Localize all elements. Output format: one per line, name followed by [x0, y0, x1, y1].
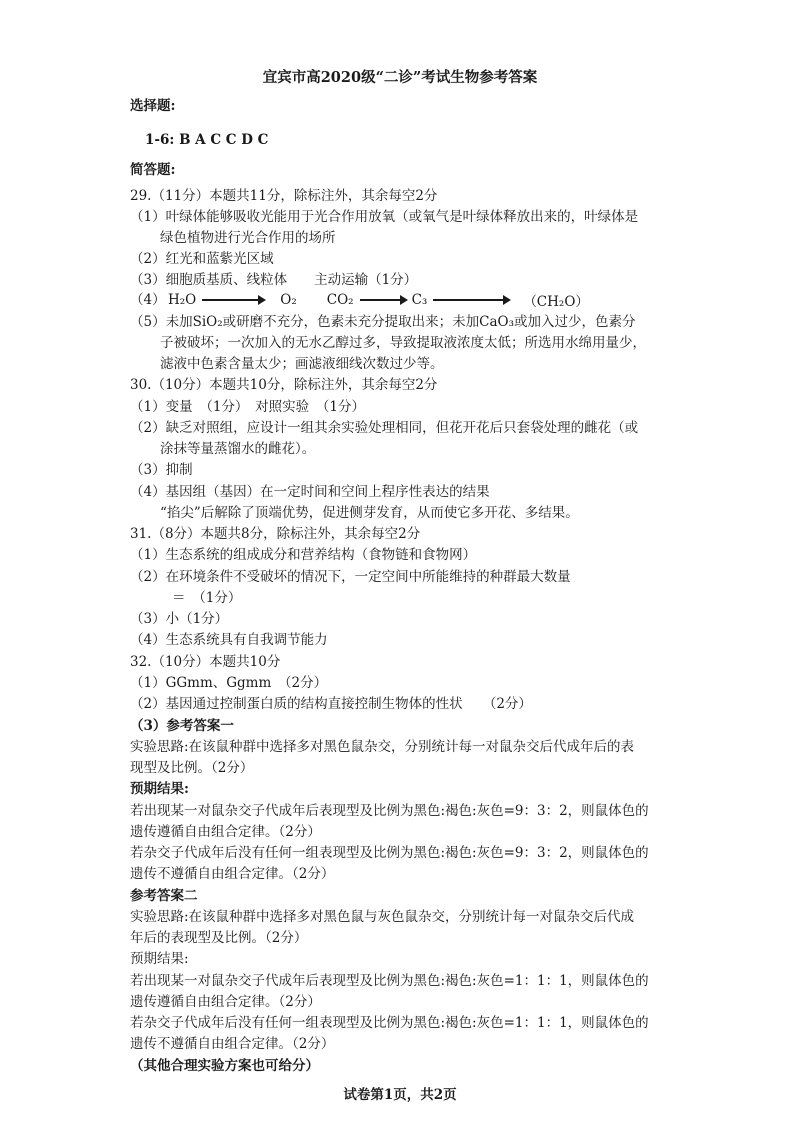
q29-answer-4-label: （4） [130, 292, 166, 308]
plan-2-result-2-line-2: 遗传不遵循自由组合定律。（2分） [130, 1036, 335, 1052]
q29-answer-1-line-2: 绿色植物进行光合作用的场所 [160, 230, 336, 246]
q30-answer-4-line-2: “掐尖”后解除了顶端优势，促进侧芽发育，从而使它多开花、多结果。 [160, 505, 579, 521]
q30-answer-3: （3）抑制 [130, 462, 193, 478]
section-choice-heading: 选择题: [130, 98, 176, 114]
plan-1-result-1-line-1: 若出现某一对鼠杂交子代成年后表现型及比例为黑色:褐色:灰色=9：3：2，则鼠体色的 [130, 803, 649, 819]
arrow-icon [360, 299, 406, 301]
plan-1-idea-line-1: 实验思路:在该鼠种群中选择多对黑色鼠杂交，分别统计每一对鼠杂交后代成年后的表 [130, 739, 635, 755]
eq-c3: C₃ [411, 292, 428, 308]
plan-1-expected-heading: 预期结果: [130, 781, 189, 797]
plan-1-result-2-line-1: 若杂交子代成年后没有任何一组表现型及比例为黑色:褐色:灰色=9：3：2，则鼠体色的 [130, 845, 649, 861]
q31-answer-1: （1）生态系统的组成成分和营养结构（食物链和食物网） [130, 547, 477, 563]
plan-2-idea-line-2: 年后的表现型及比例。（2分） [130, 930, 308, 946]
q30-heading: 30.（10分）本题共10分，除标注外，其余每空2分 [130, 377, 438, 393]
q29-answer-2: （2）红光和蓝紫光区域 [130, 251, 274, 267]
plan-2-result-2-line-1: 若杂交子代成年后没有任何一组表现型及比例为黑色:褐色:灰色=1：1：1，则鼠体色的 [130, 1015, 649, 1031]
page-footer: 试卷第1页，共2页 [343, 1087, 457, 1103]
q31-heading: 31.（8分）本题共8分，除标注外，其余每空2分 [130, 526, 421, 542]
q32-heading: 32.（10分）本题共10分 [130, 654, 281, 670]
document-title: 宜宾市高2020级“二诊”考试生物参考答案 [262, 69, 538, 86]
plan-2-result-1-line-1: 若出现某一对鼠杂交子代成年后表现型及比例为黑色:褐色:灰色=1：1：1，则鼠体色的 [130, 973, 649, 989]
q30-answer-2-line-1: （2）缺乏对照组，应设计一组其余实验处理相同，但花开花后只套袋处理的雌花（或 [130, 420, 639, 436]
plan-2-result-1-line-2: 遗传遵循自由组合定律。（2分） [130, 994, 321, 1010]
q29-heading: 29.（11分）本题共11分，除标注外，其余每空2分 [130, 188, 438, 204]
q32-answer-1: （1）GGmm、Ggmm （2分） [130, 675, 328, 691]
q29-answer-1-line-1: （1）叶绿体能够吸收光能用于光合作用放氧（或氧气是叶绿体释放出来的，叶绿体是 [130, 209, 639, 225]
arrow-icon [433, 299, 509, 301]
q30-answer-4-line-1: （4）基因组（基因）在一定时间和空间上程序性表达的结果 [130, 484, 490, 500]
section-short-heading: 简答题: [130, 162, 176, 178]
plan-2-expected-heading: 预期结果: [130, 951, 189, 967]
q32-answer-3-plan-1-heading: （3）参考答案一 [130, 718, 234, 734]
q30-answer-1: （1）变量 （1分） 对照实验 （1分） [130, 399, 366, 415]
eq-h2o: H₂O [168, 292, 197, 308]
eq-o2: O₂ [280, 292, 297, 308]
q29-answer-4-equation [168, 290, 589, 310]
plan-1-idea-line-2: 现型及比例。（2分） [130, 760, 254, 776]
q31-answer-3: （3）小（1分） [130, 611, 229, 627]
eq-co2: CO₂ [326, 292, 354, 308]
q32-answer-2: （2）基因通过控制蛋白质的结构直接控制生物体的性状 （2分） [130, 696, 532, 712]
arrow-icon [202, 299, 264, 301]
alternative-plans-note: （其他合理实验方案也可给分） [130, 1058, 319, 1074]
q29-answer-5-line-2: 子被破坏；一次加入的无水乙醇过多，导致提取液浓度太低；所选用水绵用量少， [160, 335, 646, 351]
plan-2-heading: 参考答案二 [130, 888, 198, 904]
q29-answer-5-line-1: （5）未加SiO₂或研磨不充分，色素未充分提取出来；未加CaO₃或加入过少，色素分 [130, 314, 636, 330]
q31-answer-4: （4）生态系统具有自我调节能力 [130, 632, 328, 648]
q29-answer-3: （3）细胞质基质、线粒体 主动运输（1分） [130, 272, 418, 288]
q31-answer-2-line-2: ＝ （1分） [172, 590, 242, 606]
eq-ch2o: （CH₂O） [523, 294, 589, 310]
plan-1-result-2-line-2: 遗传不遵循自由组合定律。（2分） [130, 866, 335, 882]
q31-answer-2-line-1: （2）在环境条件不受破坏的情况下，一定空间中所能维持的种群最大数量 [130, 569, 571, 585]
q30-answer-2-line-2: 涂抹等量蒸馏水的雌花）。 [160, 441, 316, 457]
plan-2-idea-line-1: 实验思路:在该鼠种群中选择多对黑色鼠与灰色鼠杂交，分别统计每一对鼠杂交后代成 [130, 909, 635, 925]
q29-answer-5-line-3: 滤液中色素含量太少；画滤液细线次数过少等。 [160, 356, 444, 372]
plan-1-result-1-line-2: 遗传遵循自由组合定律。（2分） [130, 824, 321, 840]
choice-answers: 1-6: B A C C D C [145, 132, 269, 148]
